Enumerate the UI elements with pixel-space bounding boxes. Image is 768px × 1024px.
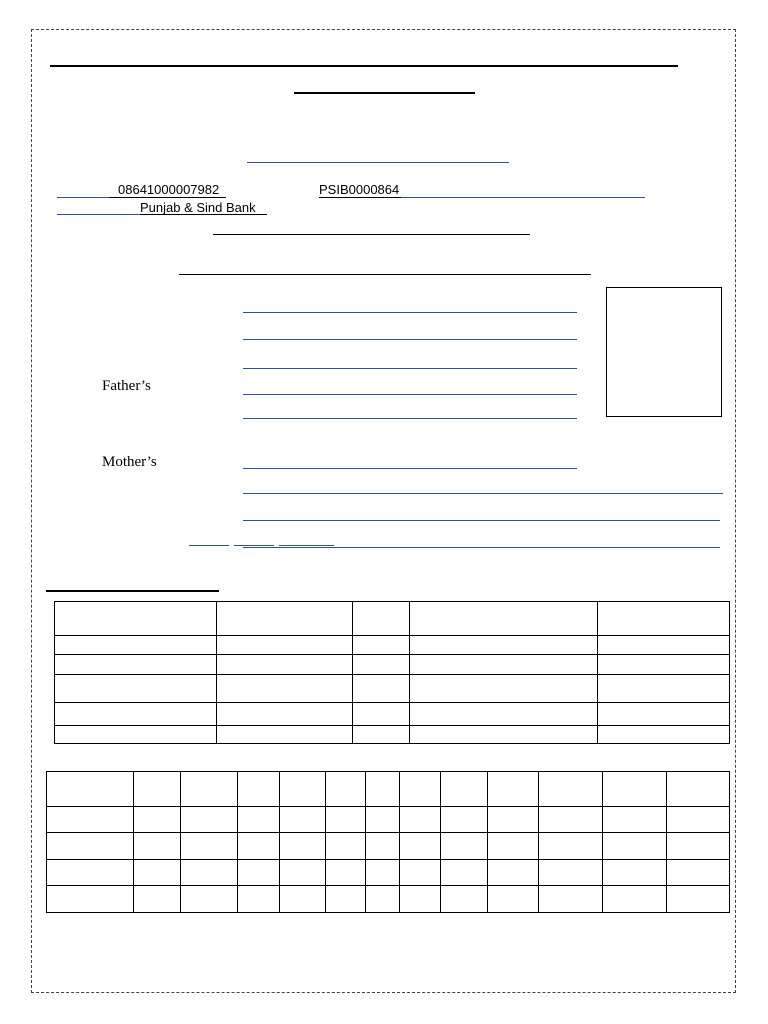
table-cell — [47, 860, 134, 886]
table-cell — [237, 807, 279, 833]
table-cell — [352, 602, 410, 636]
table-cell — [133, 772, 180, 807]
table-cell — [325, 833, 366, 860]
table-cell — [279, 772, 325, 807]
table-row — [55, 636, 730, 655]
table-cell — [666, 886, 729, 913]
table-row — [55, 703, 730, 726]
table-cell — [55, 655, 217, 675]
table-cell — [441, 833, 488, 860]
table-cell — [279, 807, 325, 833]
table-cell — [488, 807, 539, 833]
table-row — [55, 726, 730, 744]
table-row — [47, 860, 730, 886]
table-cell — [603, 860, 667, 886]
table-cell — [366, 860, 400, 886]
table-cell — [216, 726, 352, 744]
table-cell — [488, 772, 539, 807]
table-cell — [325, 886, 366, 913]
table-cell — [55, 602, 217, 636]
table-cell — [55, 703, 217, 726]
table-row — [47, 807, 730, 833]
table-cell — [352, 636, 410, 655]
table-cell — [55, 636, 217, 655]
ifsc-code: PSIB0000864 — [319, 182, 400, 197]
table-cell — [352, 703, 410, 726]
form-line — [243, 394, 577, 395]
table-cell — [410, 602, 598, 636]
bank-name: Punjab & Sind Bank — [140, 200, 256, 215]
photo-box — [606, 287, 722, 417]
account-underline-lead — [57, 197, 109, 198]
table-cell — [325, 807, 366, 833]
table-cell — [133, 886, 180, 913]
table-cell — [133, 860, 180, 886]
table-cell — [666, 772, 729, 807]
table-cell — [441, 772, 488, 807]
table-cell — [488, 886, 539, 913]
table-cell — [47, 807, 134, 833]
table-cell — [237, 772, 279, 807]
form-line — [243, 339, 577, 340]
section-rule — [46, 590, 219, 592]
table-cell — [366, 833, 400, 860]
table-cell — [47, 772, 134, 807]
table-cell — [603, 807, 667, 833]
table-row — [55, 675, 730, 703]
table-1 — [54, 601, 730, 744]
table-cell — [539, 833, 603, 860]
form-line — [243, 493, 723, 494]
form-line — [243, 468, 577, 469]
table-cell — [400, 860, 441, 886]
blank-line — [179, 274, 591, 275]
table-cell — [216, 675, 352, 703]
table-cell — [539, 772, 603, 807]
ifsc-underline-tail — [401, 197, 645, 198]
table-cell — [366, 772, 400, 807]
table-row — [55, 602, 730, 636]
title-rule — [50, 65, 678, 67]
table-cell — [441, 860, 488, 886]
table-cell — [539, 807, 603, 833]
table-cell — [400, 772, 441, 807]
table-cell — [352, 726, 410, 744]
table-cell — [410, 675, 598, 703]
table-cell — [352, 675, 410, 703]
bank-underline — [140, 214, 267, 215]
table-cell — [180, 860, 237, 886]
table-cell — [400, 886, 441, 913]
table-cell — [237, 886, 279, 913]
table-cell — [400, 833, 441, 860]
blank-line — [213, 234, 530, 235]
form-line — [243, 547, 720, 548]
table-cell — [366, 807, 400, 833]
table-cell — [441, 886, 488, 913]
table-cell — [133, 807, 180, 833]
table-cell — [410, 636, 598, 655]
table-cell — [366, 886, 400, 913]
table-row — [47, 833, 730, 860]
bank-underline-lead — [57, 214, 140, 215]
table-cell — [400, 807, 441, 833]
table-cell — [279, 860, 325, 886]
subtitle-rule — [294, 92, 475, 94]
father-label: Father’s — [102, 378, 151, 394]
table-cell — [603, 886, 667, 913]
table-cell — [47, 886, 134, 913]
table-cell — [325, 772, 366, 807]
table-cell — [180, 807, 237, 833]
form-line-segment — [234, 545, 274, 546]
table-cell — [410, 726, 598, 744]
table-cell — [410, 703, 598, 726]
table-2 — [46, 771, 730, 913]
table-cell — [352, 655, 410, 675]
form-line — [243, 368, 577, 369]
table-cell — [598, 675, 730, 703]
table-cell — [666, 807, 729, 833]
table-cell — [180, 886, 237, 913]
table-cell — [410, 655, 598, 675]
table-cell — [598, 602, 730, 636]
table-cell — [237, 860, 279, 886]
form-line — [243, 418, 577, 419]
table-cell — [325, 860, 366, 886]
form-line-segment — [189, 545, 229, 546]
table-cell — [603, 833, 667, 860]
table-cell — [598, 703, 730, 726]
table-cell — [216, 636, 352, 655]
table-cell — [47, 833, 134, 860]
table-cell — [133, 833, 180, 860]
table-cell — [216, 602, 352, 636]
table-cell — [603, 772, 667, 807]
table-row — [47, 772, 730, 807]
table-cell — [55, 726, 217, 744]
form-line — [243, 312, 577, 313]
account-underline — [109, 197, 226, 198]
table-cell — [666, 860, 729, 886]
table-cell — [180, 833, 237, 860]
table-cell — [598, 655, 730, 675]
account-number: 08641000007982 — [118, 182, 220, 197]
table-cell — [180, 772, 237, 807]
table-cell — [55, 675, 217, 703]
table-cell — [279, 886, 325, 913]
mother-label: Mother’s — [102, 454, 157, 470]
table-cell — [216, 703, 352, 726]
table-cell — [539, 860, 603, 886]
table-cell — [441, 807, 488, 833]
table-row — [55, 655, 730, 675]
form-line-segment — [279, 545, 334, 546]
table-cell — [598, 726, 730, 744]
table-cell — [488, 833, 539, 860]
table-row — [47, 886, 730, 913]
table-cell — [666, 833, 729, 860]
table-cell — [488, 860, 539, 886]
table-cell — [279, 833, 325, 860]
table-cell — [237, 833, 279, 860]
blank-line — [247, 162, 509, 163]
table-cell — [598, 636, 730, 655]
table-cell — [539, 886, 603, 913]
table-cell — [216, 655, 352, 675]
ifsc-underline — [319, 197, 401, 198]
form-line — [243, 520, 720, 521]
